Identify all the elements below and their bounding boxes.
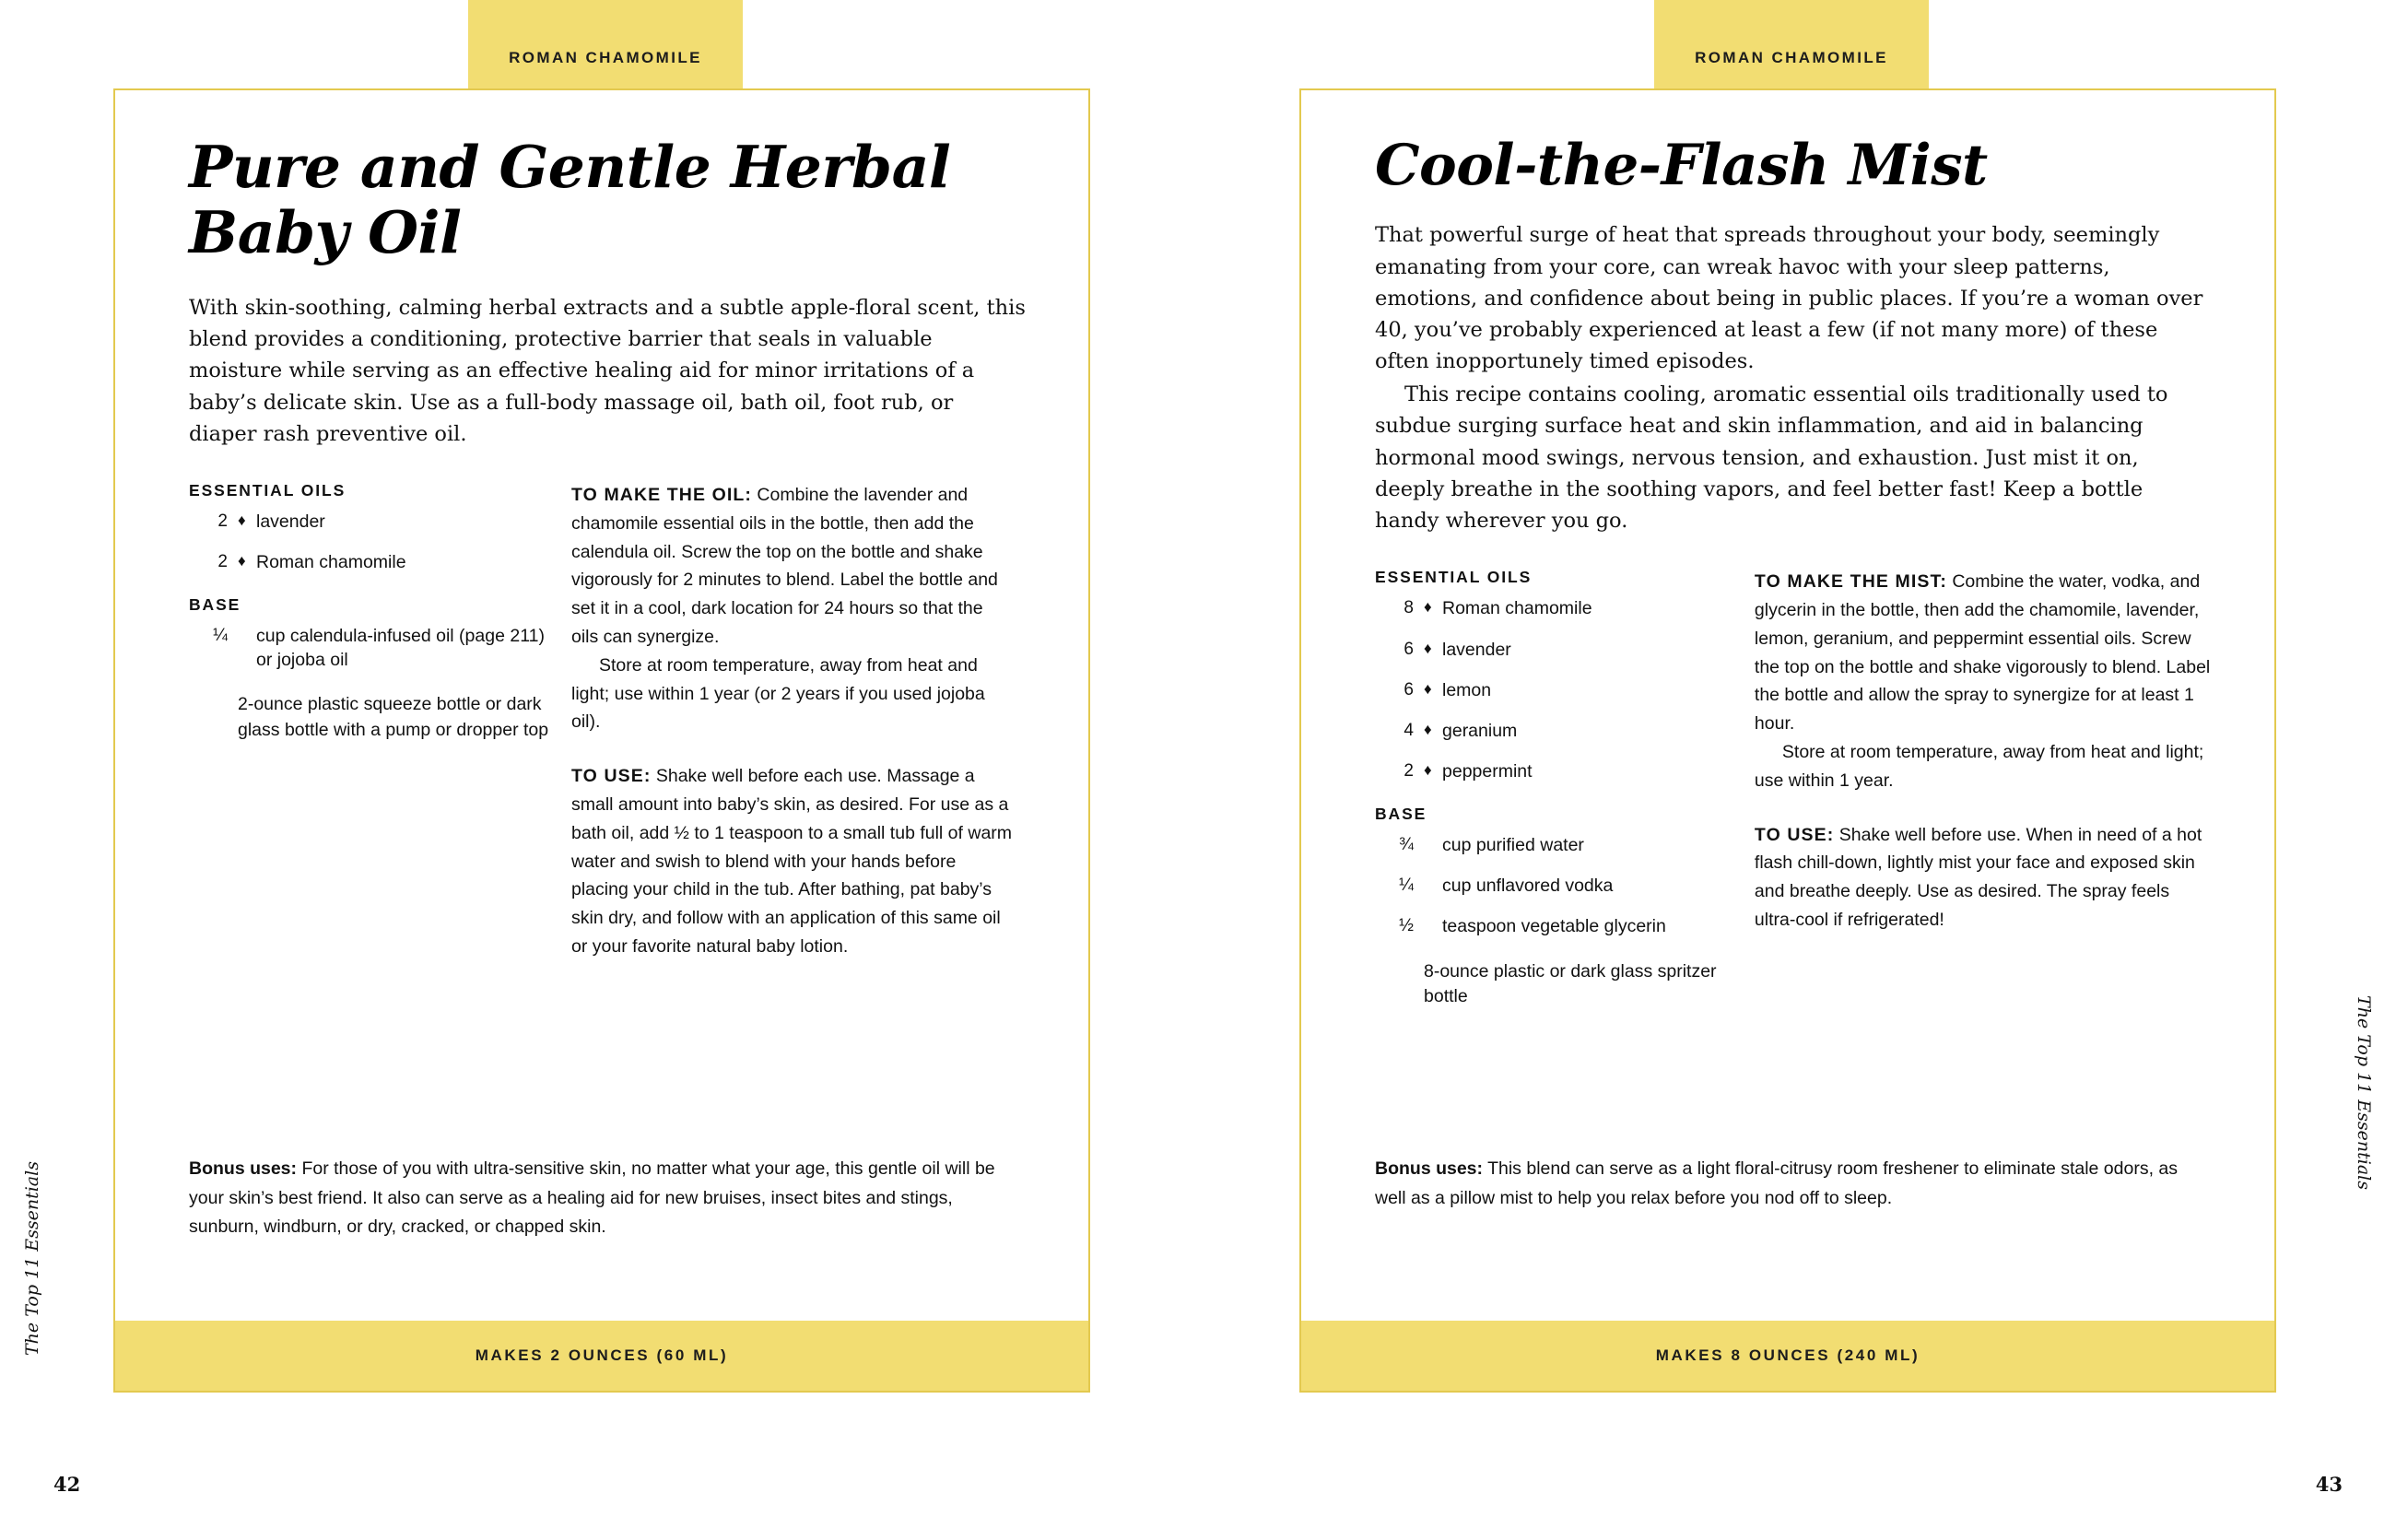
makes-label: MAKES 8 OUNCES (240 ML) <box>1655 1346 1920 1364</box>
page-number-left: 42 <box>53 1473 81 1496</box>
instructions-column <box>1755 568 2212 1010</box>
ingredient-qty: 2 <box>1404 761 1414 782</box>
ingredient-name: cup calendula-infused oil (page 211) or jojoba oil <box>256 625 545 670</box>
chapter-tab-right <box>1654 0 1929 88</box>
ingredient-qty: 6 <box>1404 679 1414 699</box>
essential-oils-heading: ESSENTIAL OILS <box>1375 568 1533 587</box>
drop-icon: ♦ <box>1424 721 1432 739</box>
instruction-text: Shake well before use. When in need of a hot flash chill-down, lightly mist your face and exposed skin and breathe deeply. Use as desired. The spray feels ultra-cool if refrigerated! <box>1754 824 2202 930</box>
chapter-tab-label: ROMAN CHAMOMILE <box>509 49 702 66</box>
drop-icon: ♦ <box>1424 679 1432 698</box>
ingredients-column <box>189 481 571 987</box>
makes-bar <box>115 1321 1088 1391</box>
equipment-note: 2-ounce plastic squeeze bottle or dark glass bottle with a pump or dropper top <box>238 694 549 740</box>
ingredient-row <box>1375 638 1736 662</box>
right-page-frame <box>1299 88 2276 1393</box>
ingredients-column <box>1375 568 1755 1010</box>
ingredient-name: Roman chamomile <box>256 552 406 573</box>
running-head-right: The Top 11 Essentials <box>2354 995 2374 1190</box>
ingredient-name: teaspoon vegetable glycerin <box>1442 916 1666 937</box>
ingredient-qty: 2 <box>217 552 228 572</box>
running-head-left: The Top 11 Essentials <box>22 1161 42 1356</box>
instruction-block <box>571 762 1014 961</box>
instruction-lead: TO USE: <box>1754 824 1835 845</box>
ingredient-qty: ½ <box>1399 916 1414 936</box>
ingredient-row <box>1375 759 1736 783</box>
instruction-block <box>1755 568 2212 794</box>
essential-oils-heading: ESSENTIAL OILS <box>189 481 346 500</box>
equipment-note: 8-ounce plastic or dark glass spritzer bottle <box>1424 960 1717 1007</box>
bonus-uses <box>189 1155 1026 1242</box>
drop-icon <box>1424 874 1442 898</box>
ingredient-name: peppermint <box>1442 761 1533 782</box>
page-title: Pure and Gentle Herbal Baby Oil <box>189 133 951 266</box>
drop-icon <box>1424 914 1442 938</box>
instruction-storage: Store at room temperature, away from heat and light; use within 1 year (or 2 years if you used jojoba oil). <box>571 654 985 733</box>
ingredient-name: cup purified water <box>1442 834 1584 855</box>
makes-bar <box>1301 1321 2274 1391</box>
ingredient-name: lavender <box>1442 639 1511 660</box>
ingredient-qty: 4 <box>1404 721 1414 741</box>
drop-icon: ♦ <box>1424 761 1432 780</box>
ingredient-row <box>189 510 553 534</box>
drop-icon: ♦ <box>238 511 246 530</box>
drop-icon: ♦ <box>1424 598 1432 617</box>
bonus-lead: Bonus uses: <box>1375 1158 1484 1179</box>
ingredient-row <box>189 624 553 673</box>
ingredient-row <box>1375 874 1736 898</box>
ingredient-row <box>1375 596 1736 620</box>
bonus-lead: Bonus uses: <box>189 1158 298 1179</box>
ingredient-qty: 6 <box>1404 639 1414 659</box>
bonus-text: For those of you with ultra-sensitive skin, no matter what your age, this gentle oil will be your skin’s best friend. It also can serve as a healing aid for new bruises, insect bites and stings, sunburn, windburn, or dry, cracked, or chapped skin. <box>189 1158 995 1238</box>
drop-icon <box>238 624 256 673</box>
ingredient-row <box>189 550 553 574</box>
recipe-columns <box>1375 568 2212 1010</box>
ingredient-name: cup unflavored vodka <box>1442 876 1614 897</box>
makes-label: MAKES 2 OUNCES (60 ML) <box>475 1346 729 1364</box>
recipe-intro-1: That powerful surge of heat that spreads throughout your body, seemingly emanating from your core, can wreak havoc with your sleep patterns, emotions, and confidence about being in public places. If you’re a woman over 40, you’ve probably experienced at least a few (if not many more) of these often inopportunely timed episodes. <box>1375 223 2203 374</box>
page-number-right: 43 <box>2315 1473 2343 1496</box>
ingredient-qty: ¾ <box>1399 834 1414 854</box>
ingredient-name: lavender <box>256 511 325 533</box>
base-heading: BASE <box>1375 804 1427 823</box>
ingredient-qty: ¼ <box>213 625 228 645</box>
ingredient-qty: 2 <box>217 511 228 532</box>
ingredient-qty: ¼ <box>1399 876 1414 896</box>
instruction-lead: TO USE: <box>571 766 652 787</box>
base-heading: BASE <box>189 594 241 614</box>
left-page-frame <box>113 88 1090 1393</box>
chapter-tab-label: ROMAN CHAMOMILE <box>1695 49 1888 66</box>
ingredient-name: Roman chamomile <box>1442 598 1592 619</box>
instruction-text: Combine the lavender and chamomile essential oils in the bottle, then add the calendula oil. Screw the top on the bottle and shake vigorously for 2 minutes to blend. Label the bottle and set it in a cool, dark location for 24 hours so that the oils can synergize. <box>571 485 998 648</box>
drop-icon: ♦ <box>238 552 246 570</box>
chapter-tab-left <box>468 0 743 88</box>
ingredient-row <box>1375 719 1736 743</box>
drop-icon <box>1424 833 1442 857</box>
recipe-columns <box>189 481 1026 987</box>
recipe-intro-2: This recipe contains cooling, aromatic essential oils traditionally used to subdue surging surface heat and skin inflammation, and aid in balancing hormonal mood swings, nervous tension, and exhaustion. Just mist it on, deeply breathe in the soothing vapors, and feel better fast! Keep a bottle handy wherever you go. <box>1375 382 2168 533</box>
ingredient-row <box>1375 914 1736 938</box>
bonus-text: This blend can serve as a light floral-citrusy room freshener to eliminate stale odors, as well as a pillow mist to help you relax before you nod off to sleep. <box>1375 1158 2179 1208</box>
ingredient-qty: 8 <box>1404 598 1414 618</box>
ingredient-name: geranium <box>1442 721 1518 742</box>
ingredient-name: lemon <box>1442 679 1492 700</box>
instructions-column <box>571 481 1014 987</box>
instruction-lead: TO MAKE THE MIST: <box>1754 571 1947 593</box>
instruction-text: Shake well before each use. Massage a small amount into baby’s skin, as desired. For use as a bath oil, add ½ to 1 teaspoon to a small tub full of warm water and swish to blend with your hands before placing your child in the tub. After bathing, pat baby’s skin dry, and follow with an application of this same oil or your favorite natural baby lotion. <box>571 766 1013 957</box>
instruction-storage: Store at room temperature, away from heat and light; use within 1 year. <box>1754 741 2204 791</box>
right-page <box>1198 0 2396 1540</box>
instruction-block <box>571 481 1014 736</box>
page-title: Cool-the-Flash Mist <box>1375 133 1988 198</box>
instruction-lead: TO MAKE THE OIL: <box>571 485 752 506</box>
recipe-intro: With skin-soothing, calming herbal extracts and a subtle apple-floral scent, this blend provides a conditioning, protective barrier that seals in valuable moisture while serving as an effective healing aid for minor irritations of a baby’s delicate skin. Use as a full-body massage oil, bath oil, foot rub, or diaper rash preventive oil. <box>189 296 1026 446</box>
drop-icon: ♦ <box>1424 639 1432 657</box>
bonus-uses <box>1375 1155 2212 1213</box>
instruction-text: Combine the water, vodka, and glycerin in the bottle, then add the chamomile, lavender, lemon, geranium, and peppermint essential oils. Screw the top on the bottle and shake vigorously to blend. Label the bottle and allow the spray to synergize for at least 1 hour. <box>1754 571 2211 735</box>
instruction-block <box>1755 821 2212 935</box>
ingredient-row <box>1375 833 1736 857</box>
ingredient-row <box>1375 678 1736 702</box>
